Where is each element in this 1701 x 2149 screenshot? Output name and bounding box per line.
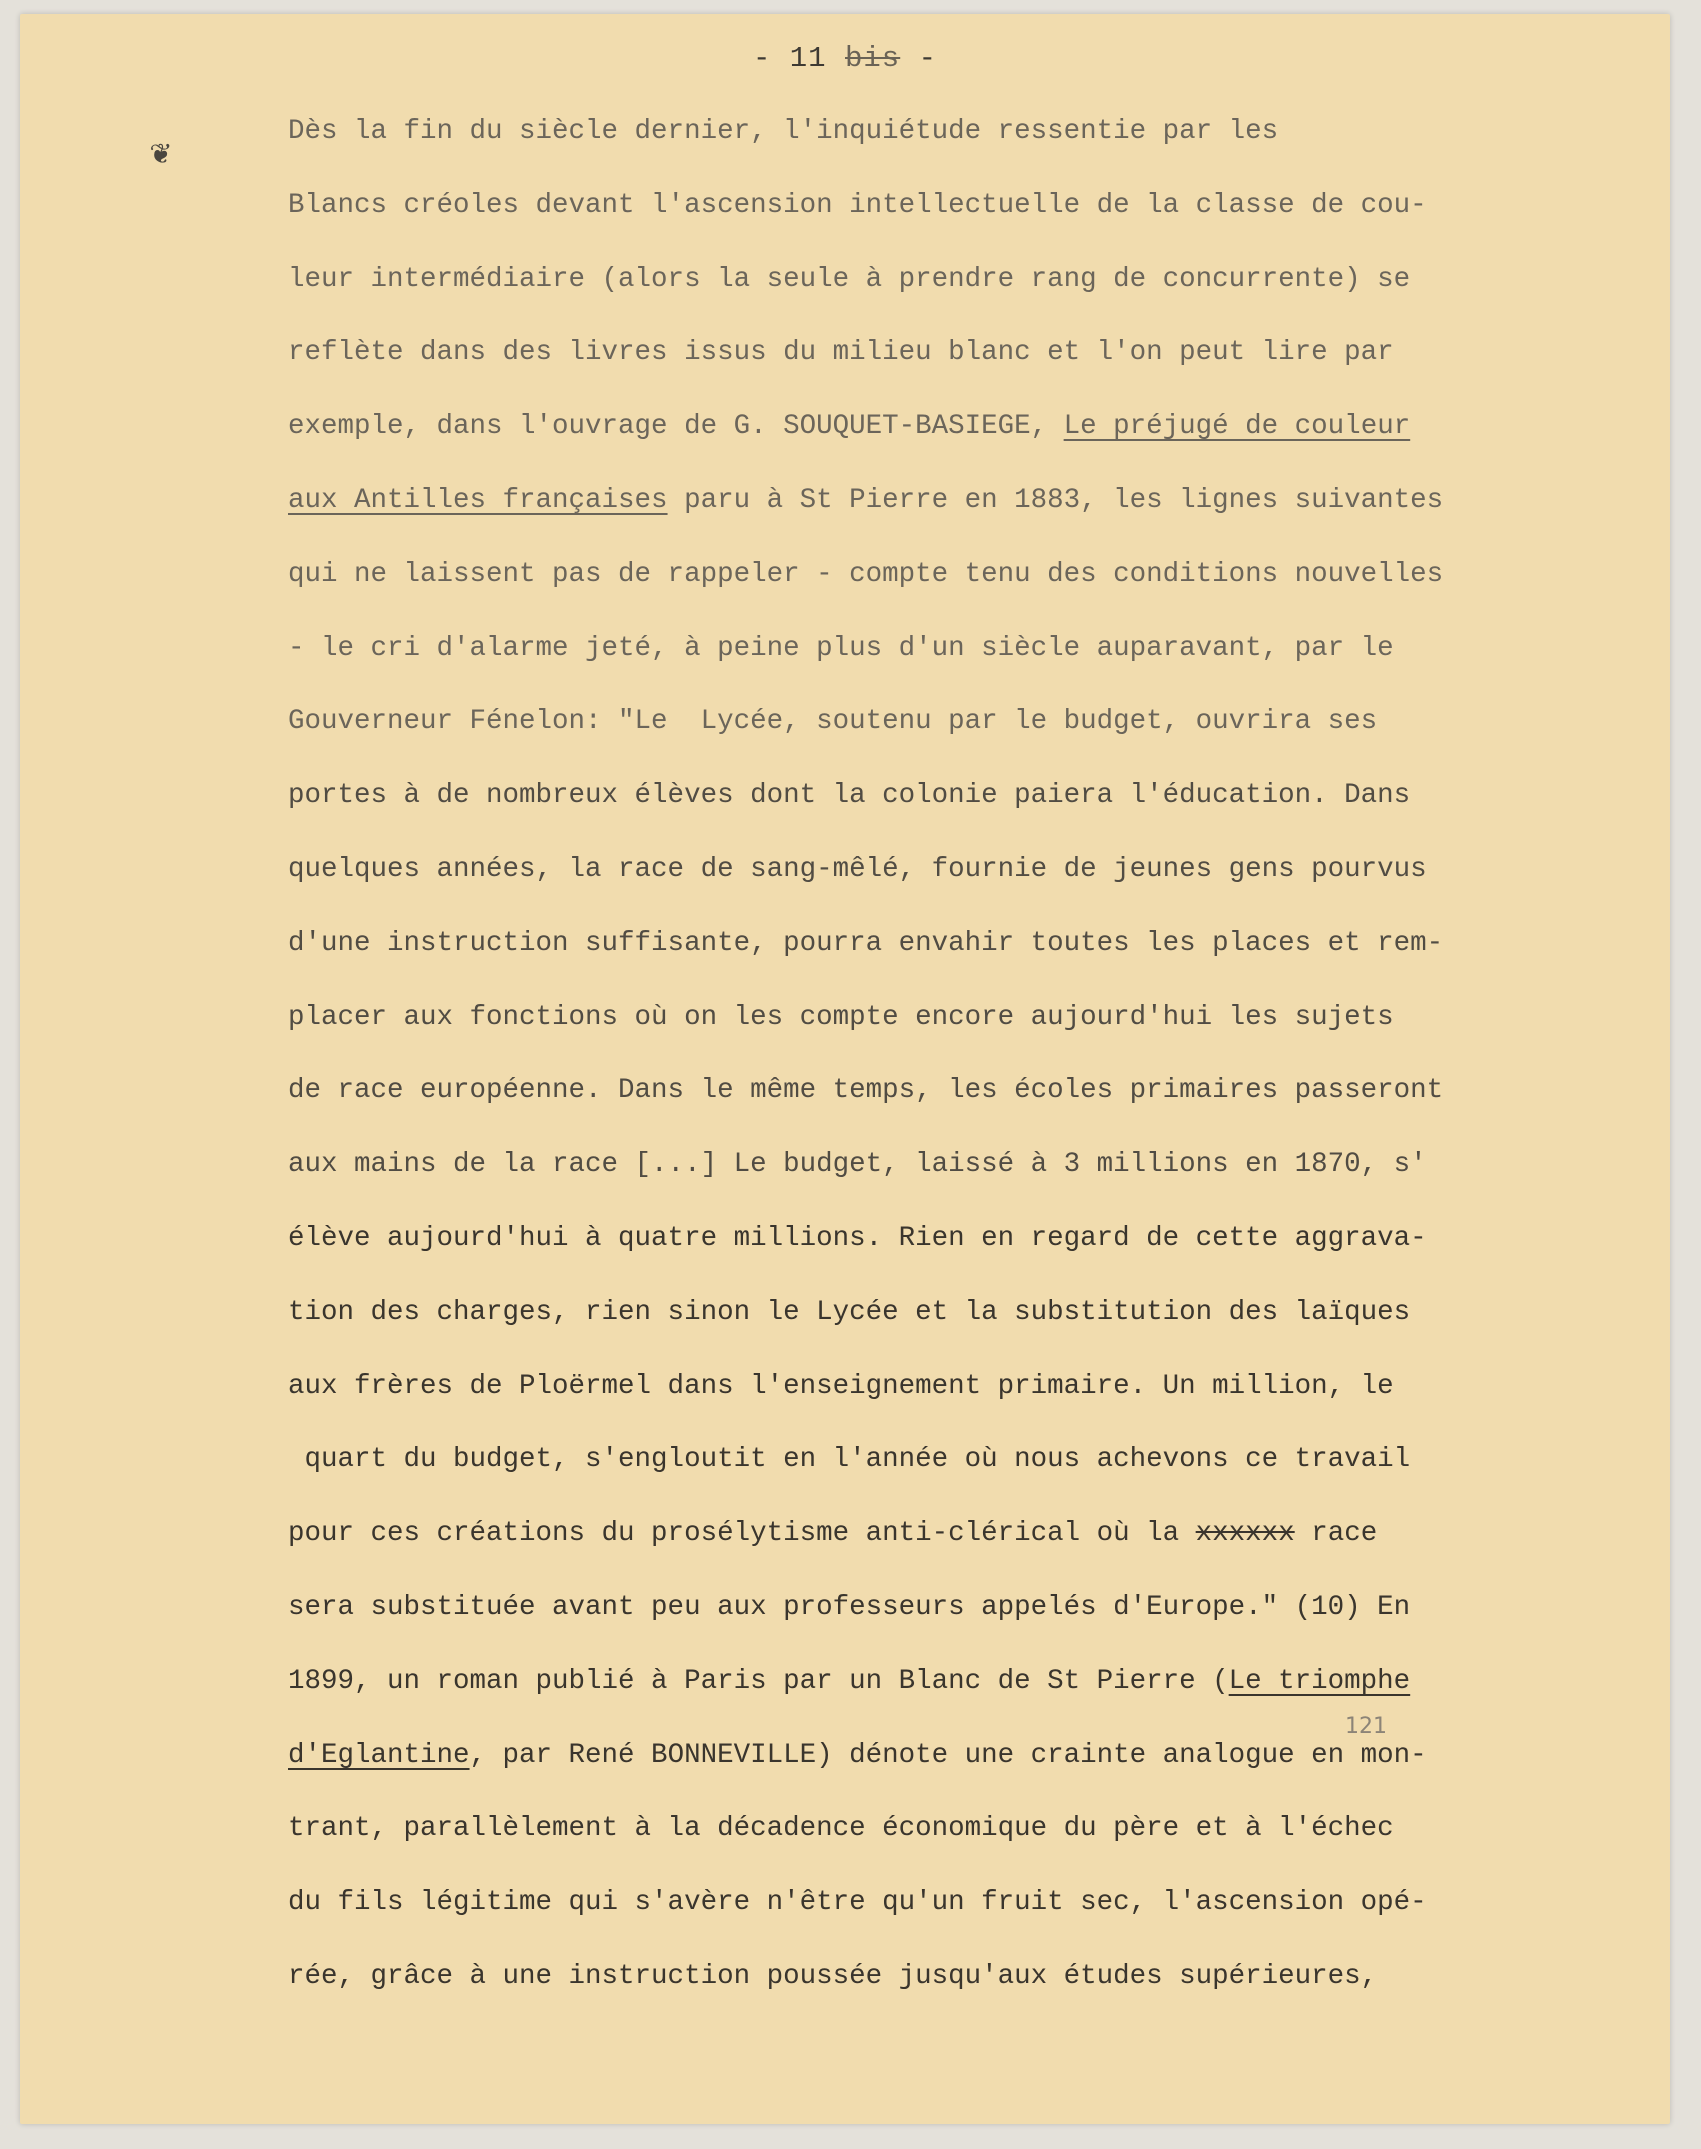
text-line: Blancs créoles devant l'ascension intellectuelle de la classe de cou- — [288, 189, 1427, 221]
text-segment: exemple, dans l'ouvrage de G. SOUQUET-BASIEGE, — [288, 411, 1064, 443]
text-line: qui ne laissent pas de rappeler - compte tenu des conditions nouvelles — [288, 558, 1444, 590]
text-line: de race européenne. Dans le même temps, les écoles primaires passeront — [288, 1075, 1444, 1107]
text-line: - le cri d'alarme jeté, à peine plus d'un siècle auparavant, par le — [288, 632, 1394, 664]
text-line: aux frères de Ploërmel dans l'enseignement primaire. Un million, le — [288, 1370, 1394, 1402]
text-line: quelques années, la race de sang-mêlé, fournie de jeunes gens pourvus — [288, 853, 1427, 885]
text-line: placer aux fonctions où on les compte encore aujourd'hui les sujets — [288, 1001, 1394, 1033]
text-line: trant, parallèlement à la décadence économique du père et à l'échec — [288, 1813, 1394, 1845]
book-title: Le triomphe — [1228, 1665, 1411, 1697]
text-line: leur intermédiaire (alors la seule à prendre rang de concurrente) se — [288, 263, 1411, 295]
text-line: tion des charges, rien sinon le Lycée et la substitution des laïques — [288, 1296, 1411, 1328]
page-number — [20, 42, 1670, 75]
text-line: Gouverneur Fénelon: "Le Lycée, soutenu par le budget, ouvrira ses — [288, 706, 1378, 738]
page-number-struck: bis — [845, 42, 901, 75]
text-line: du fils légitime qui s'avère n'être qu'un fruit sec, l'ascension opé- — [288, 1887, 1427, 1919]
text-line — [288, 1736, 1688, 1810]
text-line — [288, 1514, 1688, 1588]
text-line: d'une instruction suffisante, pourra envahir toutes les places et rem- — [288, 927, 1444, 959]
text-line: aux mains de la race [...] Le budget, laissé à 3 millions en 1870, s' — [288, 1149, 1427, 1181]
text-line: élève aujourd'hui à quatre millions. Rien en regard de cette aggrava- — [288, 1222, 1427, 1254]
page-number-prefix: - 11 — [752, 42, 827, 75]
typewritten-page — [20, 14, 1670, 2124]
book-title: aux Antilles françaises — [288, 484, 668, 516]
book-title: d'Eglantine — [288, 1739, 470, 1771]
text-line: Dès la fin du siècle dernier, l'inquiétude ressentie par les — [288, 116, 1279, 147]
text-segment: 1899, un roman publié à Paris par un Blanc de St Pierre ( — [288, 1665, 1229, 1697]
book-title: Le préjugé de couleur — [1063, 411, 1411, 443]
text-line: portes à de nombreux élèves dont la colonie paiera l'éducation. Dans — [288, 780, 1411, 812]
text-line — [288, 1662, 1688, 1736]
text-line: sera substituée avant peu aux professeurs appelés d'Europe." (10) En — [288, 1591, 1411, 1623]
page-number-suffix: - — [918, 42, 938, 75]
text-segment: race — [1294, 1518, 1378, 1550]
text-line — [288, 481, 1688, 555]
text-line — [288, 407, 1688, 481]
pencil-annotation: 121 — [1345, 1714, 1387, 1739]
text-line: quart du budget, s'engloutit en l'année où nous achevons ce travail — [288, 1444, 1411, 1476]
text-segment: , par René BONNEVILLE) dénote une crainte analogue en mon- — [469, 1739, 1427, 1771]
text-line: reflète dans des livres issus du milieu blanc et l'on peut lire par — [288, 337, 1394, 369]
text-segment: paru à St Pierre en 1883, les lignes suivantes — [667, 484, 1444, 516]
struck-word: xxxxxx — [1195, 1518, 1295, 1550]
text-segment: pour ces créations du prosélytisme anti-clérical où la — [288, 1518, 1196, 1550]
margin-mark: ❦ — [150, 136, 171, 174]
text-line: rée, grâce à une instruction poussée jusqu'aux études supérieures, — [288, 1960, 1378, 1992]
body-text — [288, 112, 1688, 2031]
